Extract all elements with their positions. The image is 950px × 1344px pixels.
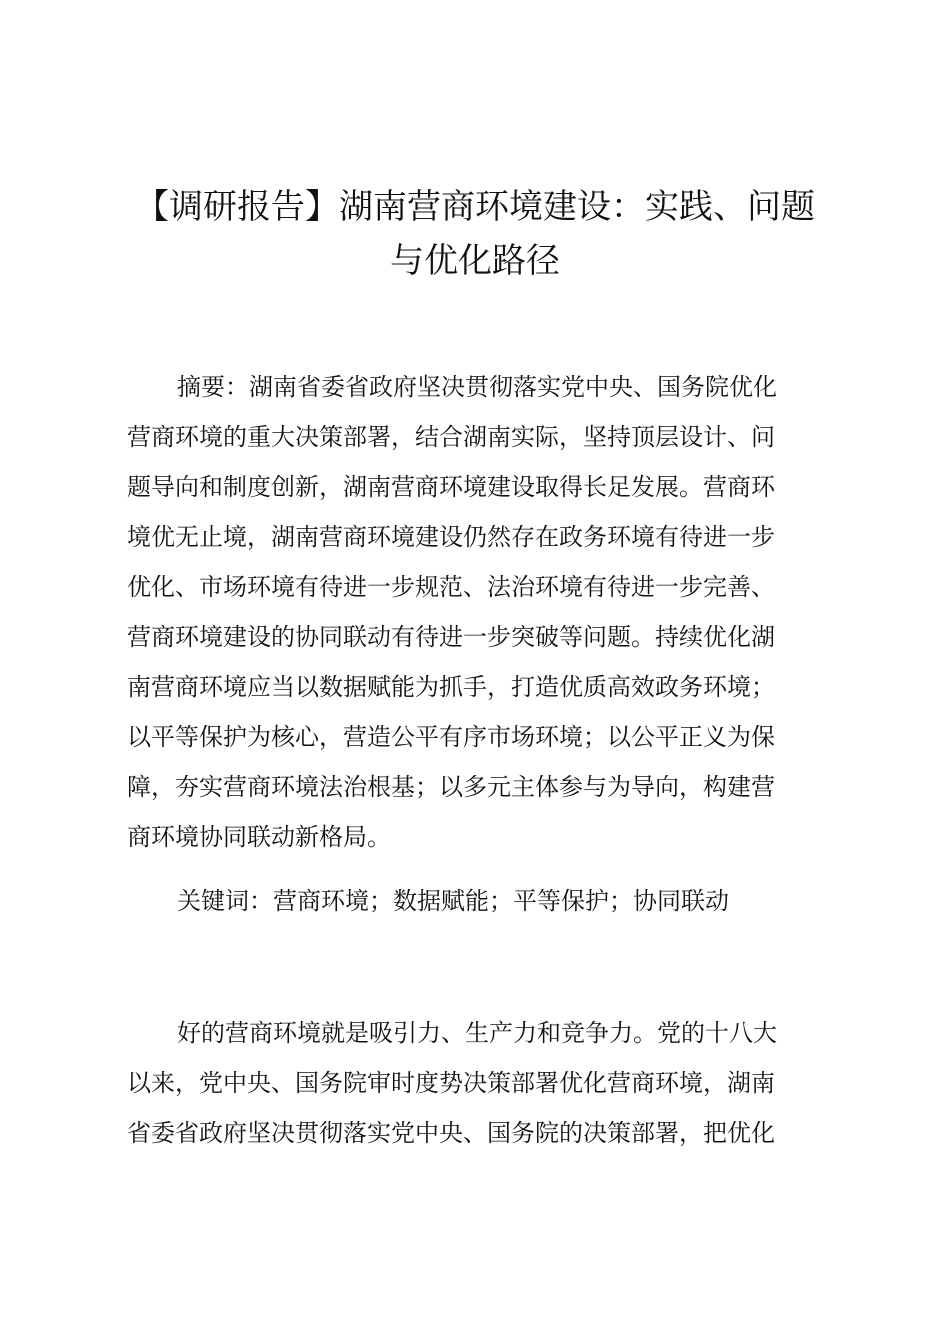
intro-line: 好的营商环境就是吸引力、生产力和竞争力。党的十八大 xyxy=(177,1019,777,1047)
intro-line: 以来，党中央、国务院审时度势决策部署优化营商环境，湖南 xyxy=(127,1069,775,1097)
title-line: 【调研报告】湖南营商环境建设：实践、问题 xyxy=(135,187,815,227)
abstract-line: 优化、市场环境有待进一步规范、法治环境有待进一步完善、 xyxy=(127,573,775,601)
document-title xyxy=(110,180,840,288)
abstract-line: 以平等保护为核心，营造公平有序市场环境；以公平正义为保 xyxy=(127,723,775,751)
abstract-paragraph xyxy=(127,362,832,862)
intro-paragraph xyxy=(127,1008,832,1158)
abstract-line: 南营商环境应当以数据赋能为抓手，打造优质高效政务环境； xyxy=(127,673,775,701)
abstract-line: 营商环境建设的协同联动有待进一步突破等问题。持续优化湖 xyxy=(127,623,775,651)
abstract-line: 营商环境的重大决策部署，结合湖南实际，坚持顶层设计、问 xyxy=(127,423,775,451)
abstract-line: 商环境协同联动新格局。 xyxy=(127,823,391,851)
keywords-paragraph xyxy=(127,876,832,926)
title-line: 与优化路径 xyxy=(390,241,560,281)
abstract-line: 题导向和制度创新，湖南营商环境建设取得长足发展。营商环 xyxy=(127,473,775,501)
keywords-line: 关键词：营商环境；数据赋能；平等保护；协同联动 xyxy=(177,887,729,915)
abstract-line: 境优无止境，湖南营商环境建设仍然存在政务环境有待进一步 xyxy=(127,523,775,551)
intro-line: 省委省政府坚决贯彻落实党中央、国务院的决策部署，把优化 xyxy=(127,1119,775,1147)
abstract-line: 障，夯实营商环境法治根基；以多元主体参与为导向，构建营 xyxy=(127,773,775,801)
abstract-line: 摘要：湖南省委省政府坚决贯彻落实党中央、国务院优化 xyxy=(177,373,777,401)
